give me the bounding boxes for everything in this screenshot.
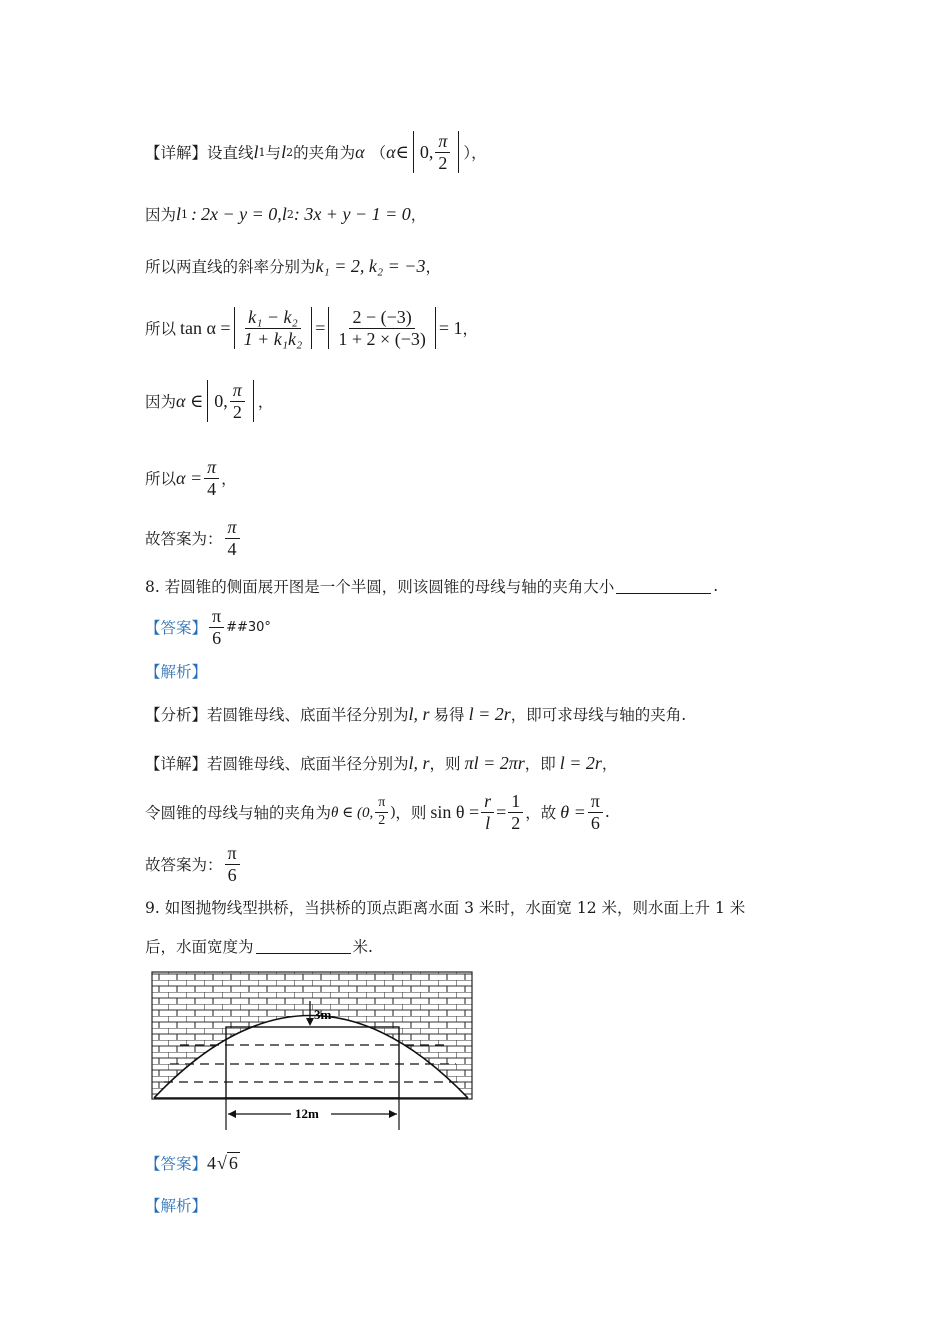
inner-rectangle — [226, 1027, 399, 1098]
p7-line4: 所以 tan α = $\frac{\text{k₁ − k₂}}{\text{1 + k₁k₂}}$ = $\frac{2 - (-3)}{1 + 2 \times (-3)}$ = 1 ， — [145, 306, 479, 349]
answer-blank — [616, 579, 711, 594]
arch-bridge-figure — [150, 968, 480, 1137]
detail-tag: 【详解】 — [145, 144, 208, 162]
q8-fenxi: 【分析】 若圆锥母线、底面半径分别为 l, r 易得 l = 2r ，即可求母线与轴的夹角. — [145, 703, 687, 724]
p7-line5: 因为 α ∈ 0, $\frac{\pi}{2}$ ， — [145, 379, 274, 422]
q9-analysis: 【解析】 — [145, 1197, 208, 1215]
q8-answer: 【答案】 $\frac{\pi}{6}$ ##30° — [145, 605, 271, 648]
answer-blank — [256, 939, 351, 954]
q8-final-answer: 故答案为： $\frac{\pi}{6}$ — [145, 840, 242, 888]
brick-wall — [152, 972, 472, 1099]
interval-bracket: 0, $\frac{\pi}{2}$ — [413, 131, 460, 173]
dim-arrow-right — [389, 1110, 397, 1118]
answer-tag: 【答案】 — [145, 619, 208, 637]
height-arrow-head — [306, 1018, 314, 1026]
q8-analysis: 【解析】 — [145, 663, 208, 681]
label-12m: 12m — [295, 1106, 319, 1121]
p7-detail-line: 【详解】 设直线 l 1 与 l 2 的夹角为 α （ α∈ 0, $\frac{\pi}{2}$ ）， — [145, 130, 487, 173]
q8-theta-line: 令圆锥的母线与轴的夹角为 θ ∈ (0, $\frac{\pi}{2}$ ) ，则 sin θ = $\frac{r}{l}$ = $\frac{1}{2}$ ，故 θ = $\frac{\pi}{6}$ . — [145, 790, 610, 833]
dim-arrow-left — [228, 1110, 236, 1118]
p7-answer: 故答案为： $\frac{\pi}{4}$ — [145, 515, 242, 561]
label-3m: 3m — [314, 1007, 332, 1022]
p7-line2: 因为 l 1 : 2x − y = 0, l 2 : 3x + y − 1 = 0 ， — [145, 203, 427, 224]
p7-line6: 所以 α = $\frac{\pi}{4}$ ， — [145, 456, 237, 499]
q8-question: 8. 若圆锥的侧面展开图是一个半圆，则该圆锥的母线与轴的夹角大小 . — [145, 577, 719, 596]
abs-value-1: $\frac{\text{k₁ − k₂}}{\text{1 + k₁k₂}}$ — [234, 307, 313, 349]
q8-detail: 【详解】 若圆锥母线、底面半径分别为 l, r ，则 πl = 2πr ，即 l = 2r ， — [145, 752, 618, 773]
abs-value-2: $\frac{2 - (-3)}{1 + 2 \times (-3)}$ — [328, 307, 435, 349]
q9-answer: 【答案】 4 √ 6 — [145, 1152, 238, 1173]
p7-line3: 所以两直线的斜率分别为 k₁ = 2, k₂ = −3 ， — [145, 255, 441, 276]
q9-question-line2: 后，水面宽度为 米. — [145, 938, 373, 956]
q9-question-line1: 9. 如图抛物线型拱桥，当拱桥的顶点距离水面 3 米时，水面宽 12 米，则水面上升 1 米 — [145, 899, 746, 917]
arch-bridge-svg — [150, 968, 480, 1133]
